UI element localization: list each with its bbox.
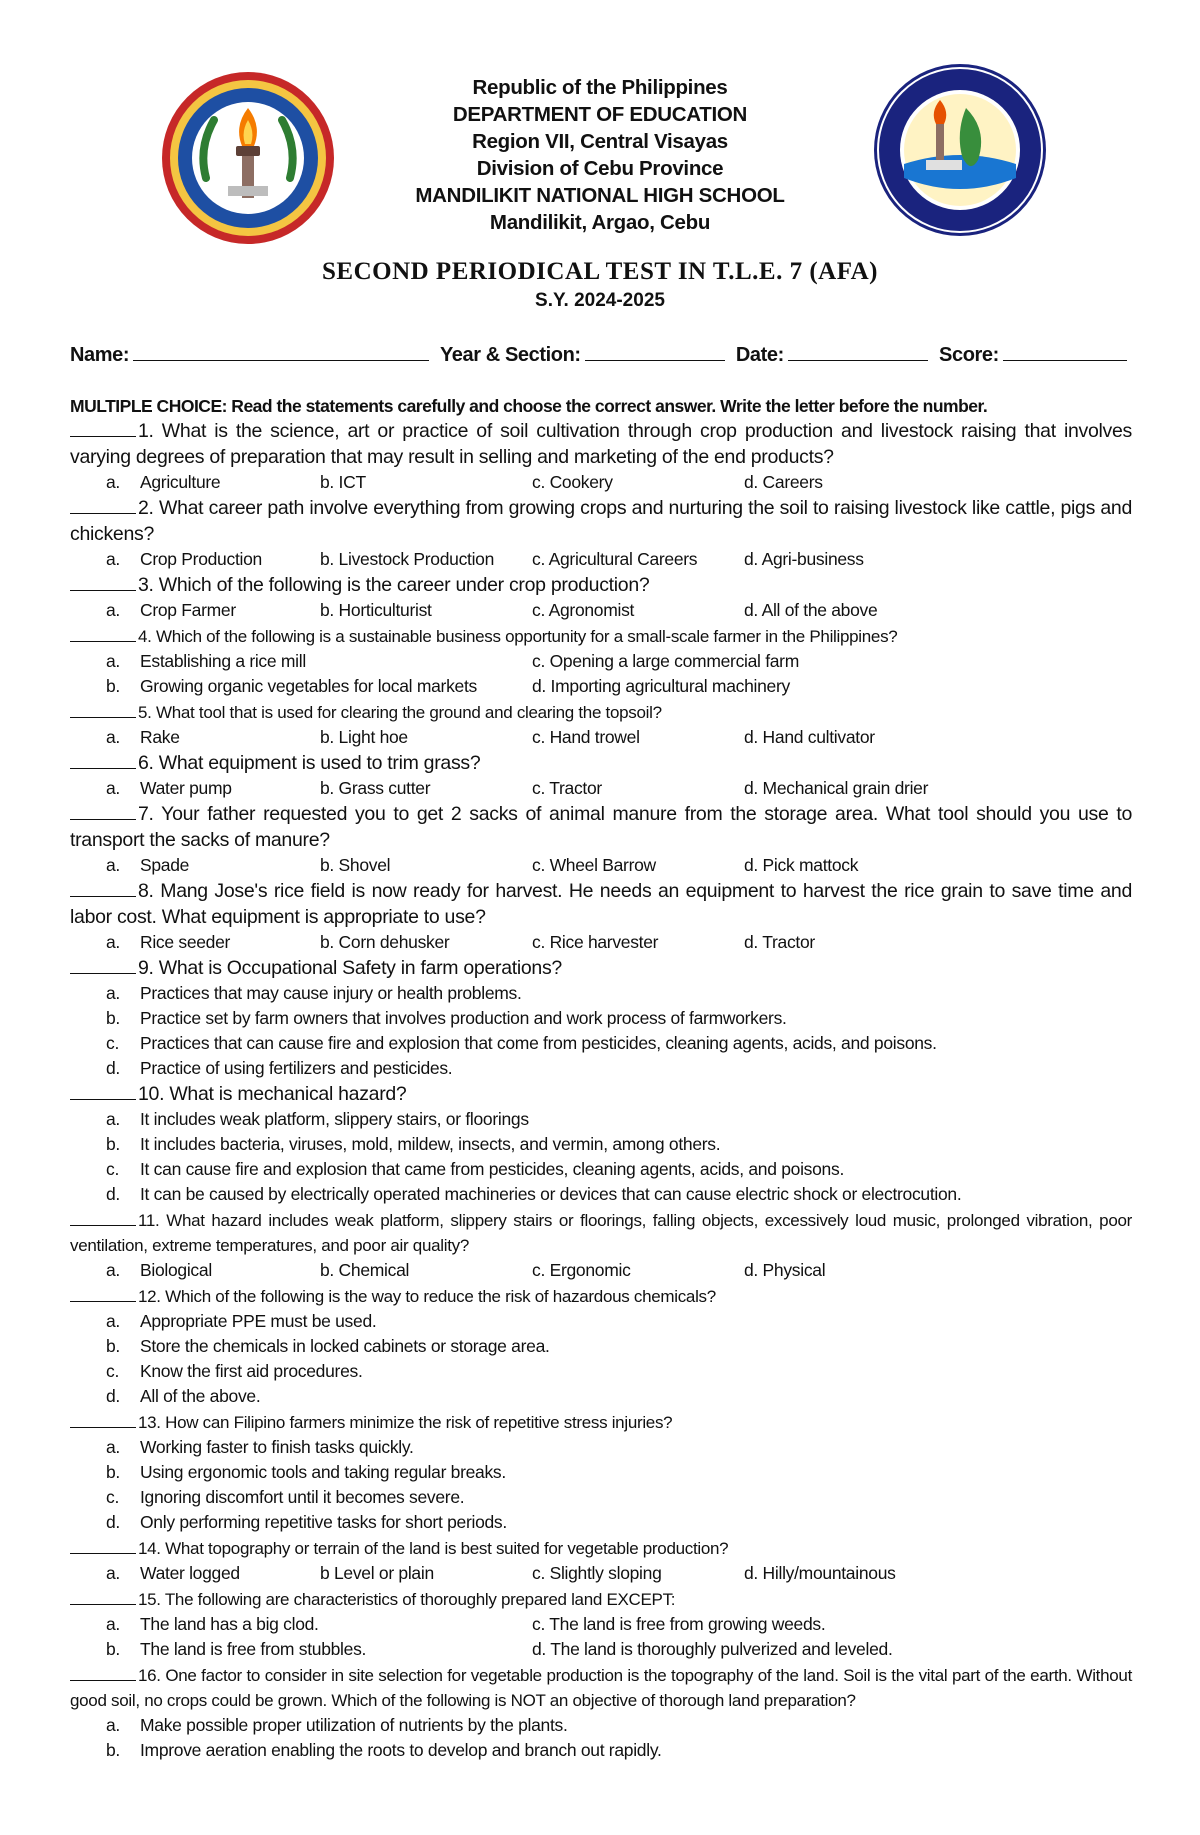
question-5: [70, 699, 1132, 725]
question-13: [70, 1409, 1132, 1435]
year-section-label: Year & Section:: [439, 344, 581, 366]
option: a. Rake: [106, 727, 180, 747]
option: c. Slightly sloping: [532, 1563, 662, 1583]
options-5: [70, 725, 1132, 750]
option: b. Growing organic vegetables for local markets: [106, 676, 477, 696]
options-15: [70, 1612, 1132, 1662]
question-15: [70, 1586, 1132, 1612]
option: a. Make possible proper utilization of nutrients by the plants.: [106, 1715, 568, 1735]
option: c. The land is free from growing weeds.: [532, 1614, 826, 1634]
option: b. Shovel: [320, 855, 391, 875]
options-16: [70, 1713, 1132, 1763]
question-list: [70, 418, 1132, 1763]
option: a. It includes weak platform, slippery stairs, or floorings: [106, 1109, 529, 1129]
answer-blank[interactable]: [70, 801, 136, 820]
options-6: [70, 776, 1132, 801]
option: a. Water logged: [106, 1563, 240, 1583]
option: b. Chemical: [320, 1260, 410, 1280]
question-text: 7. Your father requested you to get 2 sacks of animal manure from the storage area. What tool should you use to transport the sacks of manure?: [70, 803, 1132, 851]
options-8: [70, 930, 1132, 955]
answer-blank[interactable]: [70, 1586, 136, 1605]
question-text: 3. Which of the following is the career under crop production?: [138, 574, 650, 596]
option: c. Agricultural Careers: [532, 549, 698, 569]
option: a. Rice seeder: [106, 932, 231, 952]
answer-blank[interactable]: [70, 1662, 136, 1681]
question-11: [70, 1207, 1132, 1258]
options-12: [70, 1309, 1132, 1409]
question-text: 8. Mang Jose's rice field is now ready for harvest. He needs an equipment to harvest the rice grain to save time and labor cost. What equipment is appropriate to use?: [70, 880, 1132, 928]
option: b. Store the chemicals in locked cabinets or storage area.: [106, 1336, 550, 1356]
option: c. Know the first aid procedures.: [106, 1361, 363, 1381]
answer-blank[interactable]: [70, 750, 136, 769]
options-7: [70, 853, 1132, 878]
question-8: [70, 878, 1132, 930]
option: c. Agronomist: [532, 600, 635, 620]
options-13: [70, 1435, 1132, 1535]
question-14: [70, 1535, 1132, 1561]
header-line-3: Region VII, Central Visayas: [472, 130, 728, 153]
question-16: [70, 1662, 1132, 1713]
question-text: 13. How can Filipino farmers minimize the risk of repetitive stress injuries?: [138, 1413, 673, 1432]
question-text: 16. One factor to consider in site selection for vegetable production is the topography of the land. Soil is the vital part of the earth. Without good soil, no crops could be grown. Which of the following is NOT an objective of thorough land preparation?: [70, 1666, 1132, 1710]
option: a. The land has a big clod.: [106, 1614, 319, 1634]
question-text: 10. What is mechanical hazard?: [138, 1083, 407, 1105]
question-text: 15. The following are characteristics of thoroughly prepared land EXCEPT:: [138, 1590, 676, 1609]
option: d. All of the above.: [106, 1386, 261, 1406]
option: d. Mechanical grain drier: [744, 778, 929, 798]
student-info-line: [70, 342, 1130, 367]
question-text: 6. What equipment is used to trim grass?: [138, 752, 481, 774]
school-year: S.Y. 2024-2025: [535, 290, 665, 311]
option: d. Pick mattock: [744, 855, 859, 875]
options-3: [70, 598, 1132, 623]
option: d. Only performing repetitive tasks for short periods.: [106, 1512, 507, 1532]
score-label: Score:: [939, 344, 999, 366]
option: b. Horticulturist: [320, 600, 432, 620]
options-9: [70, 981, 1132, 1081]
option: d. Careers: [744, 472, 823, 492]
option: a. Crop Farmer: [106, 600, 236, 620]
question-text: 2. What career path involve everything from growing crops and nurturing the soil to raising livestock like cattle, pigs and chickens?: [70, 497, 1132, 545]
score-blank[interactable]: [1003, 342, 1127, 361]
question-text: 12. Which of the following is the way to reduce the risk of hazardous chemicals?: [138, 1287, 716, 1306]
answer-blank[interactable]: [70, 955, 136, 974]
option: c. Rice harvester: [532, 932, 659, 952]
question-text: 5. What tool that is used for clearing the ground and clearing the topsoil?: [138, 703, 662, 722]
option: b. Using ergonomic tools and taking regular breaks.: [106, 1462, 506, 1482]
header-line-2: DEPARTMENT OF EDUCATION: [452, 103, 748, 126]
year-section-blank[interactable]: [585, 342, 725, 361]
option: d. Physical: [744, 1260, 826, 1280]
answer-blank[interactable]: [70, 623, 136, 642]
answer-blank[interactable]: [70, 1207, 136, 1226]
question-3: [70, 572, 1132, 598]
answer-blank[interactable]: [70, 1081, 136, 1100]
division-seal-icon: [870, 60, 1050, 240]
header-line-4: Division of Cebu Province: [476, 157, 724, 180]
options-10: [70, 1107, 1132, 1207]
question-1: [70, 418, 1132, 470]
header-line-6: Mandilikit, Argao, Cebu: [489, 211, 711, 234]
option: a. Biological: [106, 1260, 212, 1280]
option: a. Crop Production: [106, 549, 262, 569]
answer-blank[interactable]: [70, 1409, 136, 1428]
option: d. All of the above: [744, 600, 878, 620]
header-line-1: Republic of the Philippines: [472, 76, 728, 99]
option: b. The land is free from stubbles.: [106, 1639, 367, 1659]
answer-blank[interactable]: [70, 495, 136, 514]
option: a. Agriculture: [106, 472, 221, 492]
question-4: [70, 623, 1132, 649]
answer-blank[interactable]: [70, 1535, 136, 1554]
answer-blank[interactable]: [70, 1283, 136, 1302]
option: c. Cookery: [532, 472, 613, 492]
date-blank[interactable]: [788, 342, 928, 361]
question-text: 1. What is the science, art or practice of soil cultivation through crop production and livestock raising that involves varying degrees of preparation that may result in selling and marketing of the end products?: [70, 420, 1132, 468]
instructions: MULTIPLE CHOICE: Read the statements carefully and choose the correct answer. Write the letter before the number.: [70, 396, 988, 416]
option: d. Tractor: [744, 932, 815, 952]
options-11: [70, 1258, 1132, 1283]
option: a. Water pump: [106, 778, 232, 798]
option: c. Practices that can cause fire and explosion that come from pesticides, cleaning agents, acids, and poisons.: [106, 1033, 937, 1053]
name-blank[interactable]: [133, 342, 429, 361]
option: c. Ignoring discomfort until it becomes severe.: [106, 1487, 465, 1507]
question-6: [70, 750, 1132, 776]
option: d. Agri-business: [744, 549, 864, 569]
option: c. Opening a large commercial farm: [532, 651, 799, 671]
question-7: [70, 801, 1132, 853]
answer-blank[interactable]: [70, 878, 136, 897]
letterhead: [0, 60, 1200, 250]
option: c. Ergonomic: [532, 1260, 631, 1280]
option: c. Tractor: [532, 778, 602, 798]
option: b. Improve aeration enabling the roots to develop and branch out rapidly.: [106, 1740, 662, 1760]
option: d. Hilly/mountainous: [744, 1563, 896, 1583]
option: d. Hand cultivator: [744, 727, 875, 747]
options-14: [70, 1561, 1132, 1586]
option: a. Practices that may cause injury or health problems.: [106, 983, 522, 1003]
option: d. Practice of using fertilizers and pesticides.: [106, 1058, 453, 1078]
option: a. Working faster to finish tasks quickly.: [106, 1437, 414, 1457]
header-line-5: MANDILIKIT NATIONAL HIGH SCHOOL: [415, 184, 785, 207]
option: c. It can cause fire and explosion that came from pesticides, cleaning agents, acids, and poisons.: [106, 1159, 845, 1179]
question-12: [70, 1283, 1132, 1309]
letterhead-text: [360, 74, 840, 236]
test-title: SECOND PERIODICAL TEST IN T.L.E. 7 (AFA): [322, 258, 878, 285]
option: b. Grass cutter: [320, 778, 431, 798]
option: b. Livestock Production: [320, 549, 495, 569]
question-text: 4. Which of the following is a sustainable business opportunity for a small-scale farmer in the Philippines?: [138, 627, 898, 646]
option: b. Light hoe: [320, 727, 408, 747]
question-text: 11. What hazard includes weak platform, slippery stairs or floorings, falling objects, excessively loud music, prolonged vibration, poor ventilation, extreme temperatures, and poor air quality?: [70, 1211, 1132, 1255]
option: a. Appropriate PPE must be used.: [106, 1311, 377, 1331]
answer-blank[interactable]: [70, 699, 136, 718]
school-seal-icon: [158, 68, 338, 248]
option: c. Hand trowel: [532, 727, 640, 747]
option: d. It can be caused by electrically operated machineries or devices that can cause electric shock or electrocution.: [106, 1184, 962, 1204]
options-2: [70, 547, 1132, 572]
name-label: Name:: [70, 344, 130, 366]
option: b. Corn dehusker: [320, 932, 450, 952]
option: b. ICT: [320, 472, 366, 492]
option: b. Practice set by farm owners that involves production and work process of farmworkers.: [106, 1008, 787, 1028]
option: a. Spade: [106, 855, 190, 875]
answer-blank[interactable]: [70, 572, 136, 591]
question-10: [70, 1081, 1132, 1107]
option: b Level or plain: [320, 1563, 434, 1583]
question-9: [70, 955, 1132, 981]
question-2: [70, 495, 1132, 547]
question-text: 9. What is Occupational Safety in farm operations?: [138, 957, 562, 979]
question-text: 14. What topography or terrain of the land is best suited for vegetable production?: [138, 1539, 729, 1558]
answer-blank[interactable]: [70, 418, 136, 437]
option: b. It includes bacteria, viruses, mold, mildew, insects, and vermin, among others.: [106, 1134, 721, 1154]
options-1: [70, 470, 1132, 495]
option: d. The land is thoroughly pulverized and leveled.: [532, 1639, 893, 1659]
options-4: [70, 649, 1132, 699]
option: a. Establishing a rice mill: [106, 651, 306, 671]
option: d. Importing agricultural machinery: [532, 676, 790, 696]
option: c. Wheel Barrow: [532, 855, 656, 875]
date-label: Date:: [735, 344, 784, 366]
